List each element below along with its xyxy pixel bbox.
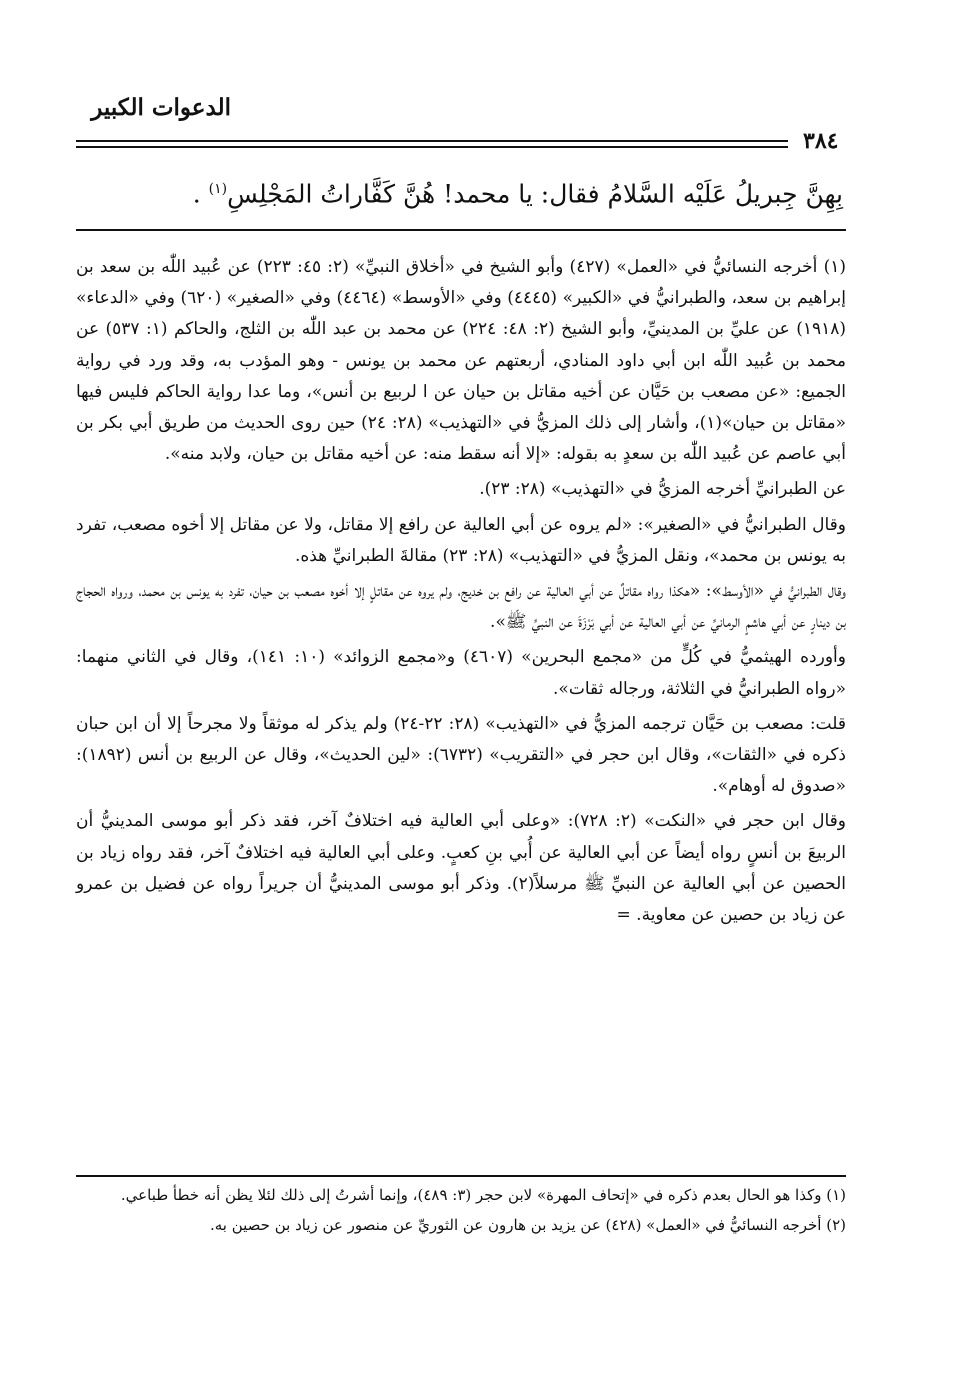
footnote: (١) وكذا هو الحال بعدم ذكره في «إتحاف المهرة» لابن حجر (٣: ٤٨٩)، وإنما أشرتُ إلى ذلك لئلا يظن أنه خطأ طباعي.: [120, 1186, 846, 1204]
note-paragraph: وقال الطبرانيُّ في «الأوسط»: «هكذا رواه مقاتلٌ عن أبي العالية عن رافع بن خديج، ولم يروه عن مقاتلٍ إلا أخوه مصعب بن حيان، تفرد به يونس بن محمد، ورواه الحجاج بن دينارٍ عن أبي هاشمٍ الرمانيِّ عن أبي العالية عن أبي بَرْزَةَ عن النبيِّ ﷺ».: [76, 581, 846, 633]
header-rule-bottom: [76, 146, 788, 148]
note-paragraph: عن الطبرانيِّ أخرجه المزيُّ في «التهذيب» (٢٨: ٢٣).: [479, 479, 846, 500]
main-text: بِهِنَّ جِبريلُ عَلَيْه السَّلامُ فقال: يا محمد! هُنَّ كَفَّاراتُ المَجْلِسِ: [227, 179, 843, 209]
main-text-line: [153, 168, 843, 215]
page-number: ٣٨٤: [797, 128, 844, 154]
running-header-title: الدعوات الكبير: [91, 94, 231, 121]
footnote-rule: [76, 1175, 846, 1177]
note-paragraph: وقال ابن حجر في «النكت» (٢: ٧٢٨): «وعلى أبي العالية فيه اختلافٌ آخر، فقد ذكر أبو موسى المدينيُّ أن الربيعَ بن أنسٍ رواه أيضاً عن أبي العالية عن أُبي بنِ كعبٍ. وعلى أبي العالية فيه اختلافٌ آخر، فقد رواه زياد بن الحصين عن أبي العالية عن النبيِّ ﷺ مرسلاً(٢). وذكر أبو موسى المدينيُّ أن جريراً رواه عن فضيل بن عمرو عن زياد بن حصين عن معاوية. =: [76, 811, 847, 926]
main-text-end: .: [192, 179, 201, 209]
note-paragraph: قلت: مصعب بن حَيَّان ترجمه المزيُّ في «التهذيب» (٢٨: ٢٢-٢٤) ولم يذكر له موثقاً ولا مجرحاً إلا أن ابن حبان ذكره في «الثقات»، وقال ابن حجر في «التقريب» (٦٧٣٢): «لين الحديث»، وقال عن الربيع بن أنس (١٨٩٢): «صدوق له أوهام».: [76, 713, 846, 797]
commentary-notes: [76, 252, 846, 931]
footnote: (٢) أخرجه النسائيُّ في «العمل» (٤٢٨) عن يزيد بن هارون عن الثوريِّ عن منصور عن زياد بن حصين به.: [209, 1216, 846, 1234]
note-paragraph: وقال الطبرانيُّ في «الصغير»: «لم يروه عن أبي العالية عن رافع إلا مقاتل، ولا عن مقاتل إلا أخوه مصعب، تفرد به يونس بن محمد»، ونقل المزيُّ في «التهذيب» (٢٨: ٢٣) مقالةَ الطبرانيِّ هذه.: [76, 514, 846, 566]
footnotes: [76, 1182, 846, 1238]
main-text-rule: [76, 229, 846, 231]
note-paragraph: (١) أخرجه النسائيُّ في «العمل» (٤٢٧) وأبو الشيخ في «أخلاق النبيِّ» (٢: ٤٥: ٢٢٣) عن عُبيد اللّٰه بن سعد بن إبراهيم بن سعد، والطبرانيُّ في «الكبير» (٤٤٤٥) وفي «الأوسط» (٤٤٦٤) وفي «الصغير» (٦٢٠) وفي «الدعاء» (١٩١٨) عن عليِّ بن المدينيِّ، وأبو الشيخ (٢: ٤٨: ٢٢٤) عن محمد بن عبد اللّٰه بن الثلج، والحاكم (١: ٥٣٧) عن محمد بن عُبيد اللّٰه ابن أبي داود المنادي، أربعتهم عن محمد بن يونس - وهو المؤدب به، وقد ورد في رواية الجميع: «عن مصعب بن حَيَّان عن أخيه مقاتل بن حيان عن ا لربيع بن أنس»، وما عدا رواية الحاكم فليس فيها «مقاتل بن حيان»(١)، وأشار إلى ذلك المزيُّ في «التهذيب» (٢٨: ٢٤) حين روى الحديث من طريق أبي بكر بن أبي عاصم عن عُبيد اللّٰه بن سعدٍ به بقوله: «إلا أنه سقط منه: عن أخيه مقاتل بن حيان، ولابد منه».: [76, 257, 847, 465]
note-paragraph: وأورده الهيثميُّ في كُلٍّ من «مجمع البحرين» (٤٦٠٧) و«مجمع الزوائد» (١٠: ١٤١)، وقال في الثاني منهما: «رواه الطبرانيُّ في الثلاثة، ورجاله ثقات».: [76, 647, 846, 699]
header-rule-top: [76, 140, 788, 142]
main-footnote-mark: (١): [208, 181, 228, 197]
